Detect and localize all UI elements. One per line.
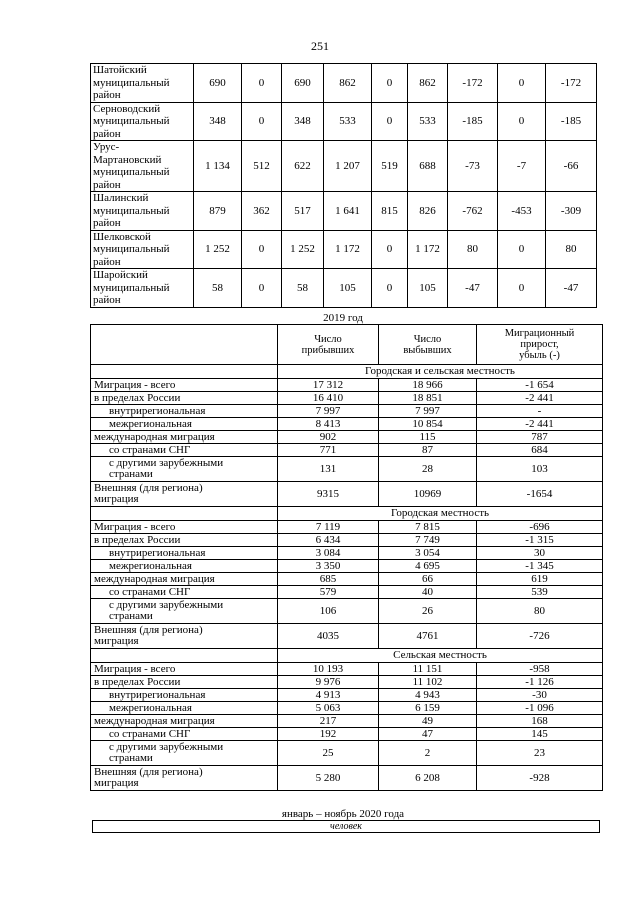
row-value: 3 084 [278, 547, 379, 560]
district-name-line: район [93, 255, 121, 268]
district-name [91, 230, 194, 269]
district-name [91, 102, 194, 141]
district-name-line: Серноводский [93, 102, 161, 115]
district-value: 0 [242, 102, 282, 141]
district-name [91, 269, 194, 308]
row-label [91, 663, 278, 676]
row-label-line: странами [109, 610, 153, 622]
row-value: 4761 [379, 624, 477, 649]
column-header-line: Миграционный [504, 328, 575, 339]
district-name-line: Шаройский [93, 269, 148, 281]
district-value: 0 [498, 230, 546, 269]
row-value: 539 [477, 586, 603, 599]
row-label [91, 405, 278, 418]
row-label [91, 457, 278, 482]
district-value: -185 [448, 102, 498, 141]
district-row [91, 102, 597, 141]
column-header-line: убыль (-) [519, 350, 560, 361]
unit-label: человек [93, 821, 600, 833]
row-value: 11 151 [379, 663, 477, 676]
row-label-line: Миграция - всего [94, 662, 176, 675]
row-value: 10969 [379, 482, 477, 507]
row-value: 28 [379, 457, 477, 482]
district-value: 362 [242, 192, 282, 231]
row-value: 685 [278, 573, 379, 586]
table-row [91, 457, 603, 482]
section-row [91, 365, 603, 379]
row-value: -2 441 [477, 392, 603, 405]
district-row [91, 64, 597, 103]
table-row [91, 689, 603, 702]
district-name [91, 64, 194, 103]
row-value: 4035 [278, 624, 379, 649]
row-value: -726 [477, 624, 603, 649]
row-label-line: Миграция - всего [94, 520, 176, 533]
table-row [91, 715, 603, 728]
row-value: 7 119 [278, 521, 379, 534]
district-name-line: район [93, 294, 121, 306]
caption-2020: январь – ноябрь 2020 года [281, 808, 405, 820]
row-label-line: Миграция - всего [94, 378, 176, 391]
row-value: 7 815 [379, 521, 477, 534]
table-row [91, 405, 603, 418]
district-value: 1 172 [324, 230, 372, 269]
caption-2019: 2019 год [323, 312, 363, 324]
row-label-line: внутрирегиональная [109, 546, 206, 559]
section-blank [91, 649, 278, 663]
row-label [91, 379, 278, 392]
section-blank [91, 365, 278, 379]
district-value: -185 [546, 102, 597, 141]
district-value: 0 [242, 230, 282, 269]
district-value: 0 [242, 64, 282, 103]
district-value: 105 [408, 269, 448, 308]
district-value: -47 [448, 269, 498, 308]
row-label [91, 573, 278, 586]
row-value: 11 102 [379, 676, 477, 689]
table-row [91, 431, 603, 444]
row-label-line: межрегиональная [109, 559, 192, 572]
district-value: 58 [282, 269, 324, 308]
row-value: 5 063 [278, 702, 379, 715]
district-row [91, 141, 597, 192]
district-value: 105 [324, 269, 372, 308]
table-row [91, 624, 603, 649]
district-value: -47 [546, 269, 597, 308]
migration-2020-header [92, 820, 600, 833]
header-corner [91, 325, 278, 365]
row-label-line: межрегиональная [109, 417, 192, 430]
column-header-line: Число [413, 333, 442, 345]
table-row [91, 482, 603, 507]
table-header-row [91, 325, 603, 365]
row-value: -1 096 [477, 702, 603, 715]
column-header-line: Число [314, 333, 342, 345]
table-row [91, 728, 603, 741]
row-value: 7 997 [278, 405, 379, 418]
row-label-line: Внешняя (для региона) [94, 766, 203, 778]
row-label [91, 599, 278, 624]
district-value: 0 [498, 64, 546, 103]
district-value: -762 [448, 192, 498, 231]
row-value: 2 [379, 741, 477, 766]
row-value: 192 [278, 728, 379, 741]
table-row [91, 521, 603, 534]
table-row [91, 663, 603, 676]
row-label-line: с другими зарубежными [109, 457, 224, 469]
row-label [91, 431, 278, 444]
row-label-line: международная миграция [94, 714, 215, 727]
district-value: 80 [448, 230, 498, 269]
district-value: 58 [194, 269, 242, 308]
row-label-line: с другими зарубежными [109, 599, 224, 611]
district-value: -7 [498, 141, 546, 192]
section-row [91, 507, 603, 521]
row-label [91, 676, 278, 689]
table-row [91, 444, 603, 457]
district-name [91, 192, 194, 231]
row-label-line: миграция [94, 777, 139, 789]
row-value: 23 [477, 741, 603, 766]
row-value: -1 315 [477, 534, 603, 547]
section-blank [91, 507, 278, 521]
row-value: 7 997 [379, 405, 477, 418]
district-row [91, 230, 597, 269]
district-name-line: район [93, 127, 121, 140]
district-name-line: муниципальный [93, 166, 170, 178]
row-label [91, 741, 278, 766]
row-label [91, 624, 278, 649]
row-value: 10 854 [379, 418, 477, 431]
row-value: -928 [477, 766, 603, 791]
row-label [91, 444, 278, 457]
row-value: 18 851 [379, 392, 477, 405]
district-migration-table [90, 63, 597, 308]
row-label [91, 534, 278, 547]
row-value: 9 976 [278, 676, 379, 689]
row-label-line: Внешняя (для региона) [94, 624, 203, 636]
district-value: -172 [448, 64, 498, 103]
district-row [91, 269, 597, 308]
district-name [91, 141, 194, 192]
column-header-line: выбывших [403, 344, 452, 356]
table-row [91, 379, 603, 392]
row-value: 17 312 [278, 379, 379, 392]
row-label [91, 766, 278, 791]
row-label-line: миграция [94, 493, 139, 505]
district-value: 690 [282, 64, 324, 103]
row-value: 5 280 [278, 766, 379, 791]
row-value: -958 [477, 663, 603, 676]
district-value: 688 [408, 141, 448, 192]
row-value: 25 [278, 741, 379, 766]
table-row [91, 573, 603, 586]
table-row [91, 560, 603, 573]
district-value: 690 [194, 64, 242, 103]
district-value: 862 [324, 64, 372, 103]
district-name-line: Шалинский [93, 192, 149, 204]
table-row [91, 418, 603, 431]
table-row [91, 586, 603, 599]
row-value: 217 [278, 715, 379, 728]
row-value: -1654 [477, 482, 603, 507]
district-value: -66 [546, 141, 597, 192]
district-value: 348 [194, 102, 242, 141]
row-value: 26 [379, 599, 477, 624]
district-name-line: Мартановский [93, 153, 162, 166]
district-name-line: Урус- [93, 141, 120, 153]
row-value: 9315 [278, 482, 379, 507]
row-label [91, 418, 278, 431]
row-label [91, 715, 278, 728]
district-value: -172 [546, 64, 597, 103]
row-value: -1 345 [477, 560, 603, 573]
district-value: 519 [372, 141, 408, 192]
district-value: 1 252 [282, 230, 324, 269]
district-value: 0 [498, 269, 546, 308]
row-label-line: с другими зарубежными [109, 741, 224, 753]
district-name-line: муниципальный [93, 281, 170, 294]
row-label-line: в пределах России [94, 675, 181, 688]
district-value: 517 [282, 192, 324, 231]
row-value: 6 208 [379, 766, 477, 791]
row-value: 66 [379, 573, 477, 586]
row-value: 87 [379, 444, 477, 457]
district-value: 0 [372, 230, 408, 269]
row-value: 684 [477, 444, 603, 457]
row-label [91, 547, 278, 560]
district-value: 0 [498, 102, 546, 141]
row-value: 4 913 [278, 689, 379, 702]
row-value: 80 [477, 599, 603, 624]
page-number: 251 [311, 39, 329, 53]
district-value: 622 [282, 141, 324, 192]
section-title: Городская и сельская местность [278, 365, 603, 379]
row-label-line: международная миграция [94, 430, 215, 443]
district-value: 826 [408, 192, 448, 231]
row-value: 6 434 [278, 534, 379, 547]
row-label-line: миграция [94, 635, 139, 647]
row-value: 168 [477, 715, 603, 728]
district-value: 815 [372, 192, 408, 231]
section-title: Сельская местность [278, 649, 603, 663]
row-value: 16 410 [278, 392, 379, 405]
row-value: -30 [477, 689, 603, 702]
row-label [91, 521, 278, 534]
district-value: 1 207 [324, 141, 372, 192]
row-value: -1 654 [477, 379, 603, 392]
row-value: 103 [477, 457, 603, 482]
row-value: 145 [477, 728, 603, 741]
row-label-line: со странами СНГ [109, 727, 191, 740]
row-value: 115 [379, 431, 477, 444]
district-value: 80 [546, 230, 597, 269]
row-value: 3 350 [278, 560, 379, 573]
district-name-line: муниципальный [93, 204, 170, 217]
migration-2019-table [90, 324, 603, 791]
row-label-line: внутрирегиональная [109, 688, 206, 701]
row-label [91, 482, 278, 507]
row-label-line: странами [109, 752, 153, 764]
table-row [91, 599, 603, 624]
row-value: 7 749 [379, 534, 477, 547]
row-label-line: Внешняя (для региона) [94, 482, 203, 494]
table-row [91, 392, 603, 405]
column-header-line: прибывших [301, 344, 355, 356]
district-value: 0 [372, 102, 408, 141]
column-header [477, 325, 603, 365]
row-label [91, 728, 278, 741]
row-label-line: в пределах России [94, 391, 181, 404]
row-value: 18 966 [379, 379, 477, 392]
district-value: 1 134 [194, 141, 242, 192]
district-value: 0 [242, 269, 282, 308]
row-value: 579 [278, 586, 379, 599]
district-value: -309 [546, 192, 597, 231]
row-value: 106 [278, 599, 379, 624]
row-value: 902 [278, 431, 379, 444]
row-label [91, 392, 278, 405]
district-value: 0 [372, 64, 408, 103]
district-name-line: район [93, 89, 121, 101]
row-value: 4 943 [379, 689, 477, 702]
table-row [91, 547, 603, 560]
district-value: 1 252 [194, 230, 242, 269]
row-value: -696 [477, 521, 603, 534]
district-value: 0 [372, 269, 408, 308]
district-name-line: муниципальный [93, 115, 170, 127]
district-value: 1 641 [324, 192, 372, 231]
table-row [91, 676, 603, 689]
column-header [278, 325, 379, 365]
row-value: 619 [477, 573, 603, 586]
district-value: 533 [408, 102, 448, 141]
district-value: 533 [324, 102, 372, 141]
row-label-line: со странами СНГ [109, 585, 191, 598]
row-label [91, 560, 278, 573]
district-value: 879 [194, 192, 242, 231]
row-value: 49 [379, 715, 477, 728]
row-value: 3 054 [379, 547, 477, 560]
row-value: 8 413 [278, 418, 379, 431]
district-value: 1 172 [408, 230, 448, 269]
district-name-line: муниципальный [93, 76, 170, 89]
row-value: 40 [379, 586, 477, 599]
district-value: 512 [242, 141, 282, 192]
row-value: 47 [379, 728, 477, 741]
district-value: -453 [498, 192, 546, 231]
district-name-line: Шатойский [93, 64, 147, 76]
row-value: 131 [278, 457, 379, 482]
row-label-line: межрегиональная [109, 701, 192, 714]
table-row [91, 702, 603, 715]
district-value: 348 [282, 102, 324, 141]
district-name-line: муниципальный [93, 243, 170, 255]
table-row [91, 534, 603, 547]
table-row [91, 766, 603, 791]
district-name-line: район [93, 178, 121, 191]
row-value: 10 193 [278, 663, 379, 676]
row-label-line: странами [109, 468, 153, 480]
section-row [91, 649, 603, 663]
row-label-line: со странами СНГ [109, 443, 191, 456]
column-header-line: прирост, [520, 339, 559, 350]
district-row [91, 192, 597, 231]
district-name-line: район [93, 217, 121, 229]
row-value: - [477, 405, 603, 418]
district-value: -73 [448, 141, 498, 192]
row-label [91, 702, 278, 715]
row-label [91, 689, 278, 702]
row-value: -2 441 [477, 418, 603, 431]
row-value: 771 [278, 444, 379, 457]
row-value: 30 [477, 547, 603, 560]
section-title: Городская местность [278, 507, 603, 521]
row-value: 6 159 [379, 702, 477, 715]
row-label-line: международная миграция [94, 572, 215, 585]
row-label [91, 586, 278, 599]
column-header [379, 325, 477, 365]
row-label-line: внутрирегиональная [109, 404, 206, 417]
district-value: 862 [408, 64, 448, 103]
row-value: 4 695 [379, 560, 477, 573]
table-row [91, 741, 603, 766]
row-value: -1 126 [477, 676, 603, 689]
row-value: 787 [477, 431, 603, 444]
district-name-line: Шелковской [93, 230, 151, 243]
row-label-line: в пределах России [94, 533, 181, 546]
